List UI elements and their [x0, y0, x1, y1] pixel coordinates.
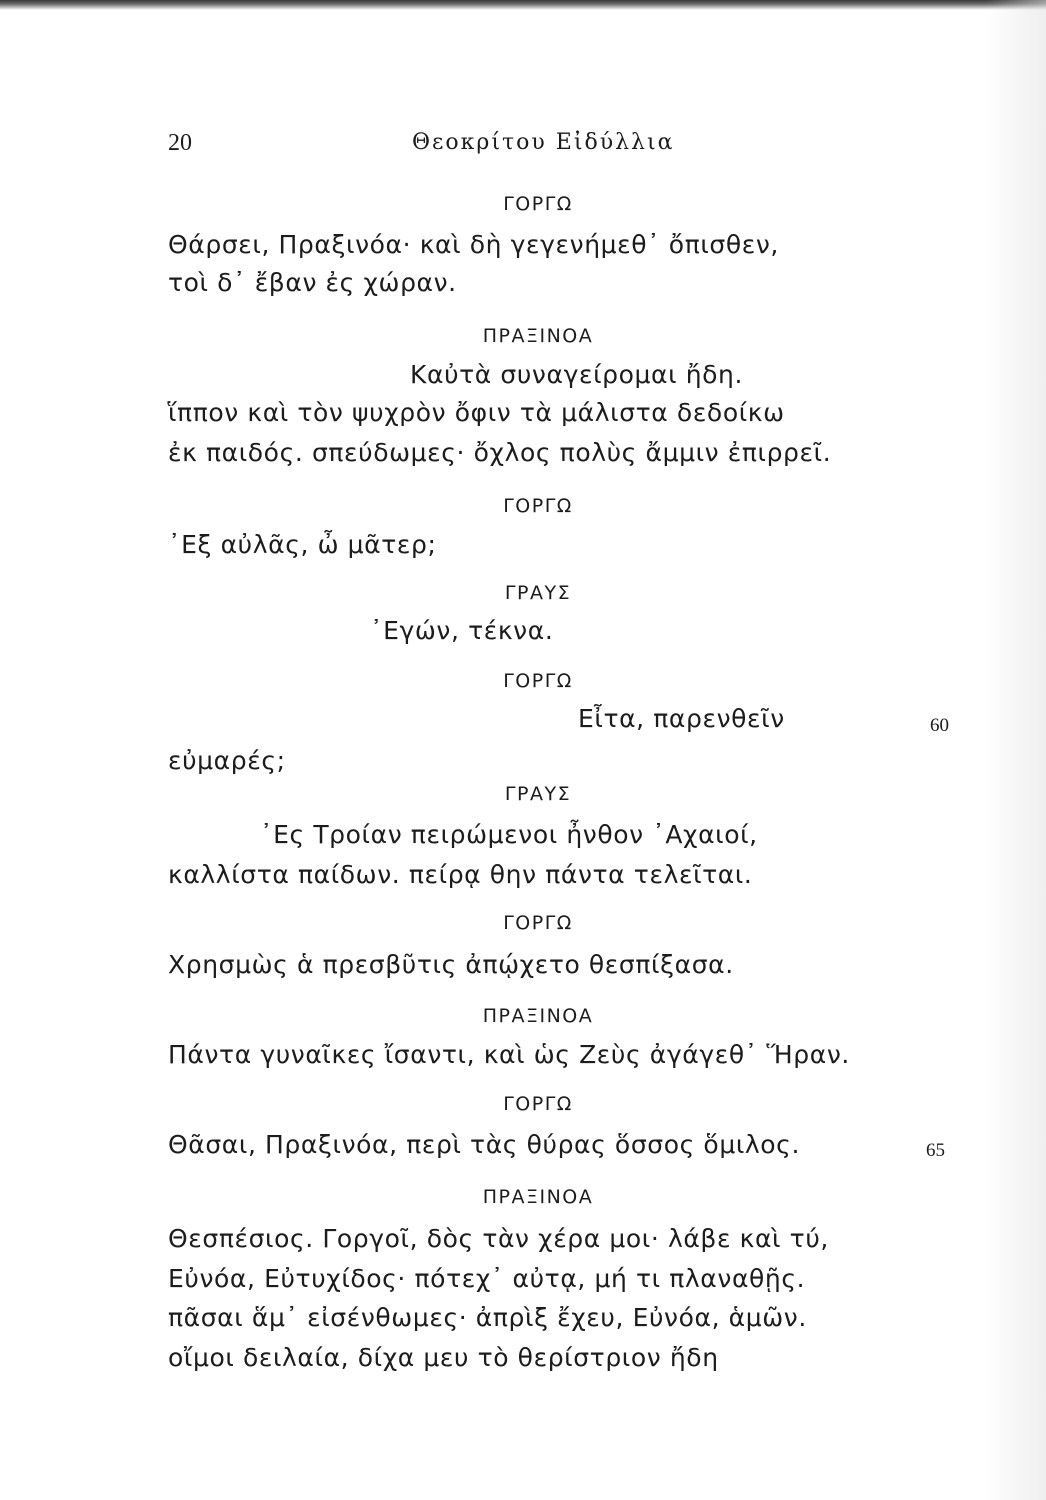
- page-number: 20: [168, 130, 192, 156]
- verse-line: ἐκ παιδός. σπεύδωμες· ὄχλος πολὺς ἄμμιν ἐπιρρεῖ.: [168, 438, 832, 467]
- verse-line: Θᾶσαι, Πραξινόα, περὶ τὰς θύρας ὅσσος ὅμιλος.: [168, 1130, 801, 1159]
- verse-line: ᾿Εγών, τέκνα.: [370, 616, 554, 645]
- speaker-label: ΠΡΑΞΙΝΟΑ: [482, 325, 594, 347]
- verse-line: πᾶσαι ἅμ᾿ εἰσένθωμες· ἀπρὶξ ἔχευ, Εὐνόα, ἁμῶν.: [168, 1303, 807, 1332]
- verse-line: Εὐνόα, Εὐτυχίδος· πότεχ᾿ αὐτᾳ, μή τι πλαναθῇς.: [168, 1264, 806, 1293]
- speaker-label: ΠΡΑΞΙΝΟΑ: [482, 1005, 594, 1027]
- speaker-label: ΓΟΡΓΩ: [503, 670, 573, 692]
- speaker-label: ΓΟΡΓΩ: [503, 912, 573, 934]
- line-number: 65: [926, 1140, 945, 1161]
- verse-line: καλλίστα παίδων. πείρᾳ θην πάντα τελεῖται.: [168, 860, 753, 889]
- verse-line: τοὶ δ᾿ ἔβαν ἐς χώραν.: [168, 268, 457, 297]
- verse-line: οἴμοι δειλαία, δίχα μευ τὸ θερίστριον ἤδη: [168, 1343, 719, 1372]
- speaker-label: ΓΟΡΓΩ: [503, 1093, 573, 1115]
- page-gutter-shadow: [986, 0, 1046, 1500]
- speaker-label: ΓΡΑΥΣ: [504, 783, 572, 805]
- verse-line: εὐμαρές;: [168, 746, 286, 775]
- verse-line: Πάντα γυναῖκες ἴσαντι, καὶ ὡς Ζεὺς ἀγάγεθ᾿ Ἥραν.: [168, 1040, 850, 1069]
- verse-line: ᾿Ες Τροίαν πειρώμενοι ἦνθον ᾿Αχαιοί,: [260, 820, 758, 849]
- speaker-label: ΓΟΡΓΩ: [503, 193, 573, 215]
- speaker-label: ΓΡΑΥΣ: [504, 582, 572, 604]
- verse-line: Χρησμὼς ἁ πρεσβῦτις ἀπῴχετο θεσπίξασα.: [168, 950, 734, 979]
- speaker-label: ΠΡΑΞΙΝΟΑ: [482, 1186, 594, 1208]
- line-number: 60: [930, 715, 949, 736]
- verse-line: Εἶτα, παρενθεῖν: [578, 704, 785, 733]
- verse-line: Καὐτὰ συναγείρομαι ἤδη.: [410, 360, 744, 389]
- verse-line: Θεσπέσιος. Γοργοῖ, δὸς τὰν χέρα μοι· λάβε καὶ τύ,: [168, 1224, 829, 1253]
- speaker-label: ΓΟΡΓΩ: [503, 495, 573, 517]
- verse-line: ἵππον καὶ τὸν ψυχρὸν ὄφιν τὰ μάλιστα δεδοίκω: [168, 398, 785, 427]
- verse-line: ᾿Εξ αὐλᾶς, ὦ μᾶτερ;: [168, 530, 437, 559]
- running-title: Θεοκρίτου Εἰδύλλια: [412, 130, 675, 155]
- page-top-edge: [0, 0, 1046, 10]
- verse-line: Θάρσει, Πραξινόα· καὶ δὴ γεγενήμεθ᾿ ὄπισθεν,: [168, 230, 779, 259]
